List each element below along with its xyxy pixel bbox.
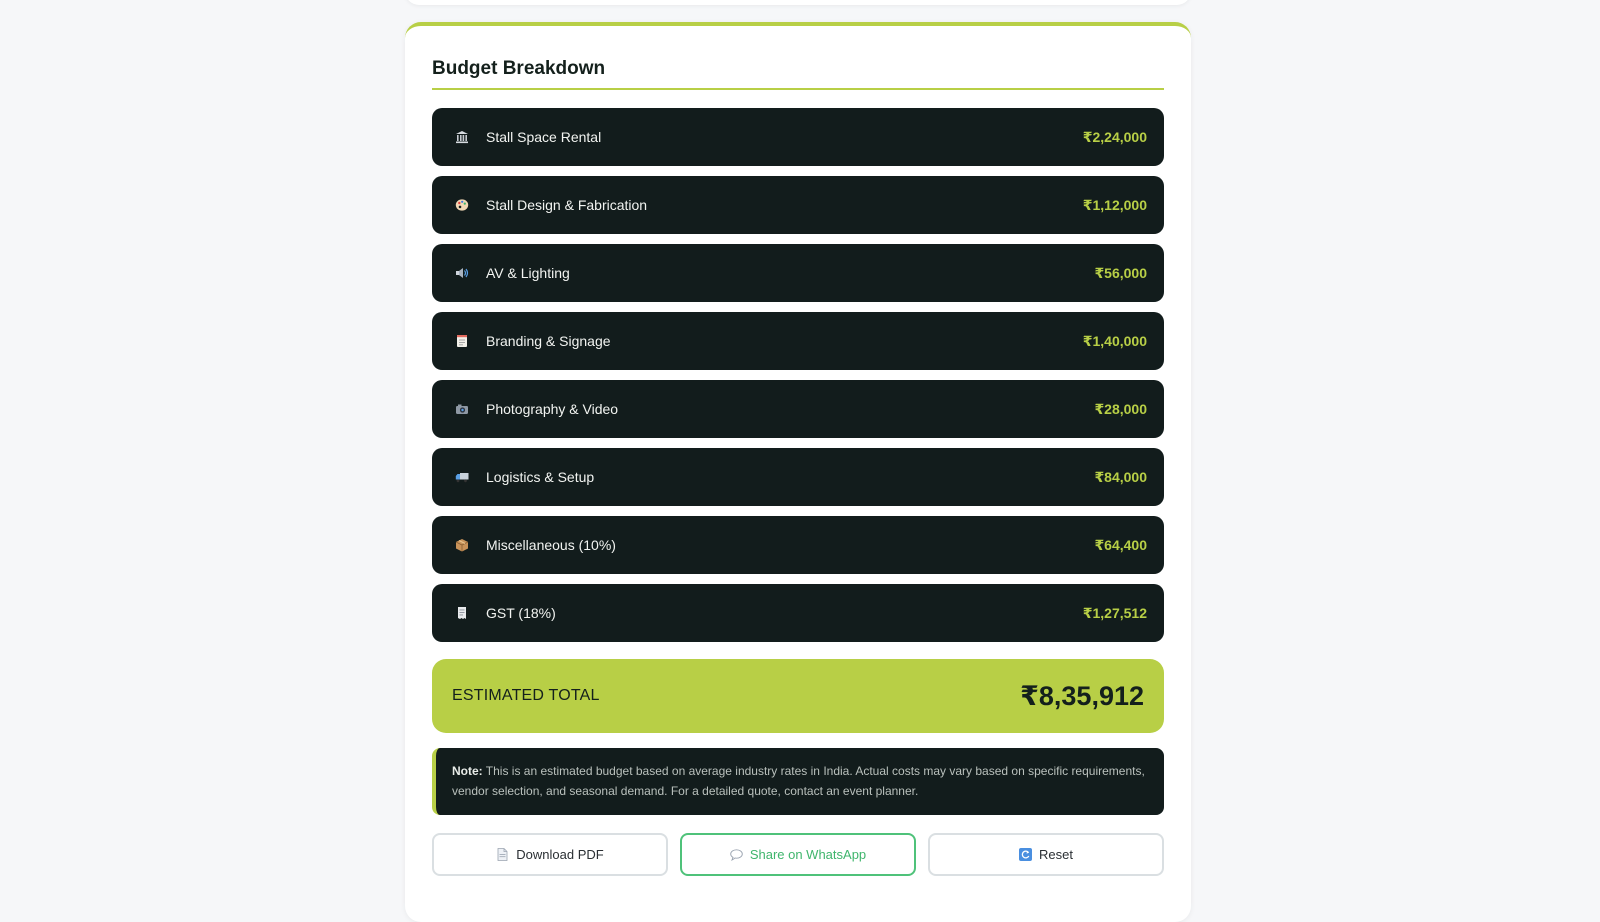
breakdown-row-value: ₹1,12,000 <box>1082 196 1147 213</box>
breakdown-row-value: ₹1,40,000 <box>1082 332 1147 349</box>
note-text: This is an estimated budget based on average industry rates in India. Actual costs may vary based on specific requirements, vendor selection, and seasonal demand. For a detailed quote, contact an event planner. <box>452 764 1145 798</box>
bank-icon <box>454 129 470 145</box>
reset-label: Reset <box>1039 847 1073 862</box>
truck-icon <box>454 469 470 485</box>
share-whatsapp-button[interactable] <box>680 833 916 876</box>
breakdown-row-label: GST (18%) <box>486 605 556 621</box>
document-icon <box>496 848 509 861</box>
breakdown-row-label: Branding & Signage <box>486 333 611 349</box>
breakdown-row-label: Logistics & Setup <box>486 469 595 485</box>
breakdown-row-misc <box>432 516 1164 574</box>
breakdown-row-value: ₹84,000 <box>1094 468 1147 485</box>
budget-breakdown-card <box>405 22 1191 922</box>
breakdown-row-av-lighting <box>432 244 1164 302</box>
title-divider <box>432 88 1164 90</box>
breakdown-row-label: Miscellaneous (10%) <box>486 537 616 553</box>
note-prefix: Note: <box>452 764 483 778</box>
estimated-total-label: ESTIMATED TOTAL <box>452 687 600 704</box>
breakdown-row-photography <box>432 380 1164 438</box>
breakdown-row-stall-space <box>432 108 1164 166</box>
speech-bubble-icon <box>730 848 743 861</box>
estimated-total-panel <box>432 659 1164 733</box>
download-pdf-button[interactable] <box>432 833 668 876</box>
previous-card <box>405 0 1191 5</box>
action-buttons <box>432 833 1164 876</box>
breakdown-row-label: Stall Design & Fabrication <box>486 197 648 213</box>
section-title: Budget Breakdown <box>432 58 606 79</box>
share-whatsapp-label: Share on WhatsApp <box>749 847 867 862</box>
memo-icon <box>454 333 470 349</box>
breakdown-row-gst <box>432 584 1164 642</box>
breakdown-row-stall-design <box>432 176 1164 234</box>
breakdown-row-value: ₹64,400 <box>1094 536 1147 553</box>
breakdown-list <box>432 108 1164 652</box>
breakdown-row-label: AV & Lighting <box>486 265 570 281</box>
refresh-icon <box>1019 848 1032 861</box>
breakdown-row-value: ₹28,000 <box>1094 400 1147 417</box>
package-icon <box>454 537 470 553</box>
breakdown-row-value: ₹56,000 <box>1094 264 1147 281</box>
estimated-total-value: ₹8,35,912 <box>1020 680 1144 711</box>
receipt-icon <box>454 605 470 621</box>
breakdown-row-logistics <box>432 448 1164 506</box>
reset-button[interactable] <box>928 833 1164 876</box>
camera-icon <box>454 401 470 417</box>
breakdown-row-label: Photography & Video <box>486 401 619 417</box>
speaker-icon <box>454 265 470 281</box>
breakdown-row-branding <box>432 312 1164 370</box>
breakdown-row-value: ₹2,24,000 <box>1082 128 1147 145</box>
breakdown-row-label: Stall Space Rental <box>486 129 602 145</box>
palette-icon <box>454 197 470 213</box>
download-pdf-label: Download PDF <box>516 847 604 862</box>
breakdown-row-value: ₹1,27,512 <box>1082 604 1147 621</box>
disclaimer-note <box>432 748 1164 815</box>
